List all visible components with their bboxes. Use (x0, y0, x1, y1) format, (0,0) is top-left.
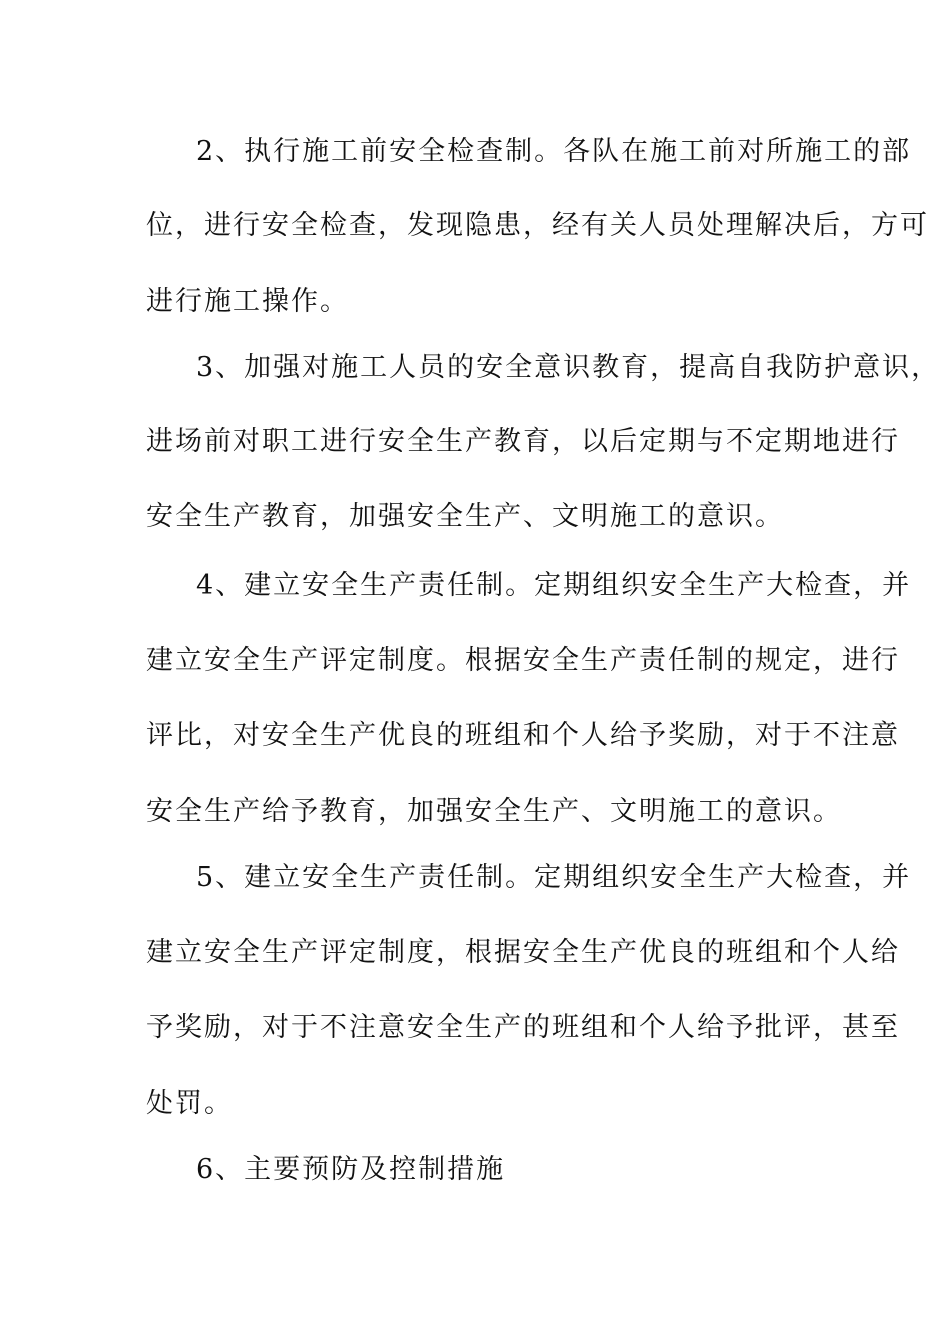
section-6-heading: 6、主要预防及控制措施 (196, 1154, 506, 1185)
paragraph-3-line-2: 进场前对职工进行安全生产教育，以后定期与不定期地进行 (146, 426, 900, 457)
paragraph-4-line-4: 安全生产给予教育，加强安全生产、文明施工的意识。 (146, 796, 842, 827)
paragraph-5-line-4: 处罚。 (146, 1088, 233, 1119)
paragraph-4-line-1: 4、建立安全生产责任制。定期组织安全生产大检查，并 (196, 570, 912, 601)
paragraph-4-line-2: 建立安全生产评定制度。根据安全生产责任制的规定，进行 (146, 645, 900, 676)
paragraph-2-line-2: 位，进行安全检查，发现隐患，经有关人员处理解决后，方可 (146, 210, 929, 241)
paragraph-5-line-2: 建立安全生产评定制度，根据安全生产优良的班组和个人给 (146, 937, 900, 968)
paragraph-5-line-3: 予奖励，对于不注意安全生产的班组和个人给予批评，甚至 (146, 1012, 900, 1043)
paragraph-5-line-1: 5、建立安全生产责任制。定期组织安全生产大检查，并 (196, 862, 912, 893)
paragraph-2-line-1: 2、执行施工前安全检查制。各队在施工前对所施工的部 (196, 136, 912, 167)
paragraph-2-line-3: 进行施工操作。 (146, 286, 349, 317)
paragraph-3-line-1: 3、加强对施工人员的安全意识教育，提高自我防护意识， (196, 352, 941, 383)
paragraph-4-line-3: 评比，对安全生产优良的班组和个人给予奖励，对于不注意 (146, 720, 900, 751)
paragraph-3-line-3: 安全生产教育，加强安全生产、文明施工的意识。 (146, 501, 784, 532)
